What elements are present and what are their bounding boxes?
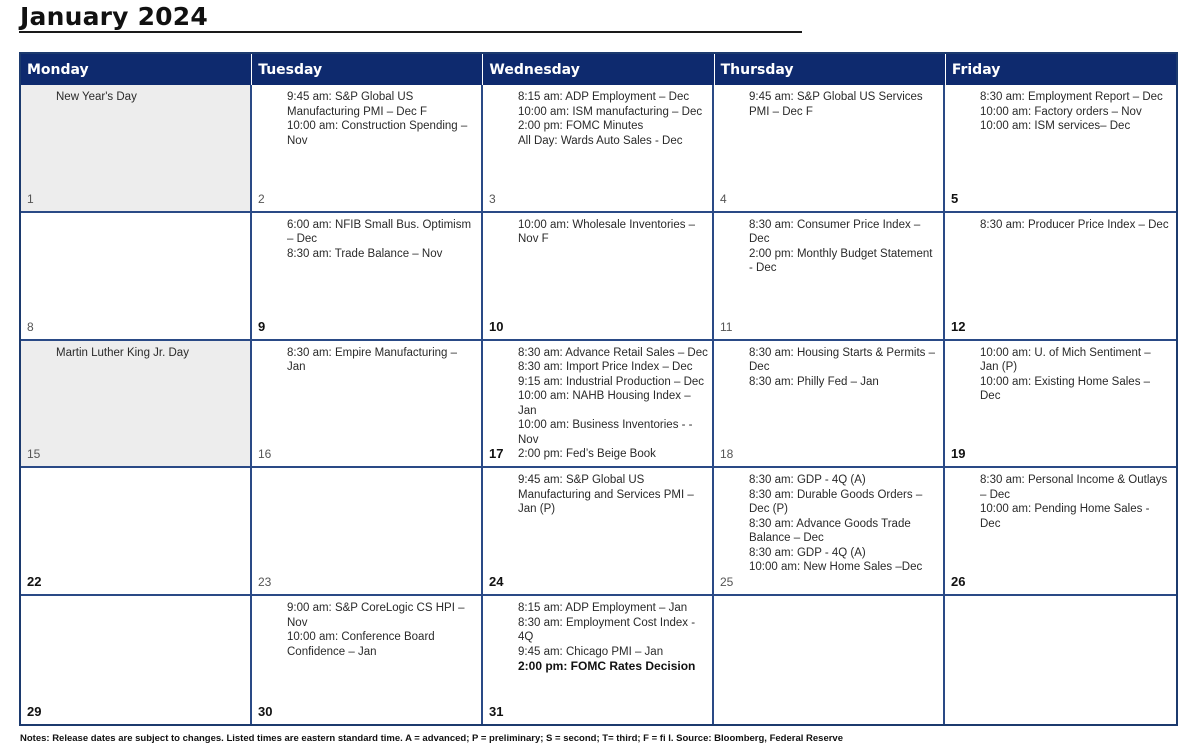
event-item: 6:00 am: NFIB Small Bus. Optimism – Dec (287, 218, 472, 246)
event-item: 10:00 am: Pending Home Sales - Dec (980, 503, 1150, 530)
day-cell (945, 341, 1176, 469)
event-item: 9:15 am: Industrial Production – Dec (518, 375, 705, 388)
event-list (749, 90, 939, 119)
day-number: 8 (27, 319, 34, 334)
day-number: 24 (489, 574, 504, 590)
day-cell (714, 85, 945, 213)
event-item: 10:00 am: New Home Sales –Dec (749, 561, 923, 574)
event-item: 10:00 am: Existing Home Sales – Dec (980, 375, 1151, 403)
calendar (19, 52, 1178, 726)
day-number: 15 (27, 447, 41, 462)
event-item: 8:30 am: Philly Fed – Jan (749, 375, 879, 388)
event-item: 8:30 am: Personal Income & Outlays – Dec (980, 474, 1168, 501)
day-number: 3 (489, 191, 496, 206)
event-item: 8:30 am: GDP - 4Q (A) (749, 546, 866, 559)
event-item: 10:00 am: Wholesale Inventories – Nov F (518, 218, 696, 246)
holiday-label: Martin Luther King Jr. Day (56, 346, 189, 359)
day-cell (252, 341, 483, 469)
event-item: 10:00 am: ISM manufacturing – Dec (518, 105, 703, 118)
event-item: 8:30 am: Import Price Index – Dec (518, 361, 693, 374)
event-item: 8:30 am: Trade Balance – Nov (287, 247, 443, 260)
event-item: 10:00 am: Business Inventories - - Nov (518, 419, 693, 446)
event-item: All Day: Wards Auto Sales - Dec (518, 134, 683, 147)
day-number: 11 (720, 319, 733, 334)
event-item: 8:30 am: Producer Price Index – Dec (980, 218, 1169, 231)
day-cell (483, 213, 714, 341)
event-item: 8:15 am: ADP Employment – Dec (518, 91, 690, 103)
event-item-highlight: 2:00 pm: FOMC Rates Decision (518, 659, 696, 674)
day-number: 1 (27, 191, 34, 206)
event-item: 8:15 am: ADP Employment – Jan (518, 602, 688, 615)
event-item: 9:45 am: Chicago PMI – Jan (518, 645, 664, 658)
day-cell (945, 596, 1176, 724)
event-item: 8:30 am: Employment Cost Index - 4Q (518, 616, 696, 644)
event-list (980, 218, 1172, 233)
event-item: 2:00 pm: Monthly Budget Statement - Dec (749, 247, 933, 275)
day-number: 12 (951, 318, 966, 334)
day-number: 31 (489, 704, 504, 719)
day-cell (945, 468, 1176, 596)
event-item: 10:00 am: U. of Mich Sentiment – Jan (P) (980, 346, 1151, 374)
day-cell (21, 85, 252, 213)
day-cell (252, 85, 483, 213)
day-number: 4 (720, 191, 727, 206)
day-cell (714, 596, 945, 724)
event-list (287, 346, 477, 375)
day-number: 25 (720, 575, 734, 590)
day-number: 9 (258, 318, 266, 334)
day-cell (252, 468, 483, 596)
header-thursday: Thursday (715, 54, 946, 85)
event-item: 8:30 am: Employment Report – Dec (980, 91, 1163, 103)
day-cell (945, 213, 1176, 341)
day-number: 2 (258, 191, 265, 206)
calendar-grid (21, 85, 1176, 724)
day-cell (483, 596, 714, 724)
day-cell (21, 596, 252, 724)
day-cell (252, 596, 483, 724)
event-list (518, 473, 708, 517)
day-cell (21, 213, 252, 341)
day-cell (252, 213, 483, 341)
header-friday: Friday (951, 62, 1001, 78)
event-item: 10:00 am: NAHB Housing Index – Jan (518, 390, 691, 417)
event-item: 10:00 am: Construction Spending – Nov (287, 120, 468, 147)
day-number: 30 (258, 704, 273, 719)
holiday-label: New Year's Day (56, 91, 137, 103)
header-monday: Monday (21, 54, 252, 85)
event-item: 8:30 am: Advance Retail Sales – Dec (518, 346, 708, 359)
event-list (749, 473, 939, 575)
event-item: 10:00 am: ISM services– Dec (980, 120, 1131, 132)
event-item: 9:45 am: S&P Global US Manufacturing PMI – Dec F (287, 91, 427, 118)
event-item: 2:00 pm: FOMC Minutes (518, 120, 644, 132)
day-number: 19 (951, 446, 966, 462)
event-list (749, 218, 939, 276)
event-item: 8:30 am: Empire Manufacturing – Jan (287, 346, 458, 374)
event-list (749, 346, 939, 390)
event-list (980, 90, 1172, 134)
weekday-header-row (21, 54, 1176, 85)
day-cell (945, 85, 1176, 213)
event-item: 10:00 am: Factory orders – Nov (980, 105, 1142, 118)
event-list (518, 601, 708, 674)
event-item: 10:00 am: Conference Board Confidence – Jan (287, 631, 435, 658)
event-item: 8:30 am: Consumer Price Index – Dec (749, 218, 921, 246)
event-item: 8:30 am: GDP - 4Q (A) (749, 474, 866, 487)
event-item: 9:45 am: S&P Global US Services PMI – Dec F (749, 91, 923, 118)
day-number: 22 (27, 574, 42, 590)
event-list (518, 346, 708, 462)
day-cell (21, 341, 252, 469)
day-cell (483, 341, 714, 469)
event-item: 8:30 am: Advance Goods Trade Balance – Dec (749, 517, 911, 545)
day-cell (21, 468, 252, 596)
day-number: 5 (951, 190, 959, 206)
day-number: 29 (27, 704, 42, 719)
event-item: 2:00 pm: Fed’s Beige Book (518, 448, 656, 461)
footnote: Notes: Release dates are subject to changes. Listed times are eastern standard time. A = advanced; P = preliminary; S = second; T= third; F = fi l. Source: Bloomberg, Federal Reserve (20, 733, 843, 744)
event-list (287, 90, 477, 148)
day-cell (714, 213, 945, 341)
day-cell (714, 468, 945, 596)
header-tuesday: Tuesday (252, 54, 483, 85)
event-item: 9:45 am: S&P Global US Manufacturing and Services PMI – Jan (P) (518, 474, 694, 516)
event-item: 8:30 am: Durable Goods Orders – Dec (P) (749, 488, 923, 516)
day-number: 10 (489, 318, 504, 334)
event-item: 9:00 am: S&P CoreLogic CS HPI – Nov (287, 602, 465, 629)
title-underline (19, 31, 802, 33)
event-item: 8:30 am: Housing Starts & Permits – Dec (749, 346, 935, 374)
event-list (518, 90, 708, 148)
event-list (518, 218, 708, 247)
day-number: 16 (258, 447, 272, 462)
event-list (980, 473, 1172, 531)
day-number: 23 (258, 575, 272, 590)
event-list (287, 218, 477, 262)
header-wednesday: Wednesday (483, 54, 714, 85)
day-cell (483, 468, 714, 596)
day-number: 18 (720, 447, 734, 462)
day-number: 26 (951, 574, 966, 590)
day-number: 17 (489, 446, 504, 462)
page-title: January 2024 (20, 2, 208, 31)
event-list (287, 601, 477, 659)
day-cell (483, 85, 714, 213)
day-cell (714, 341, 945, 469)
event-list (980, 346, 1172, 404)
